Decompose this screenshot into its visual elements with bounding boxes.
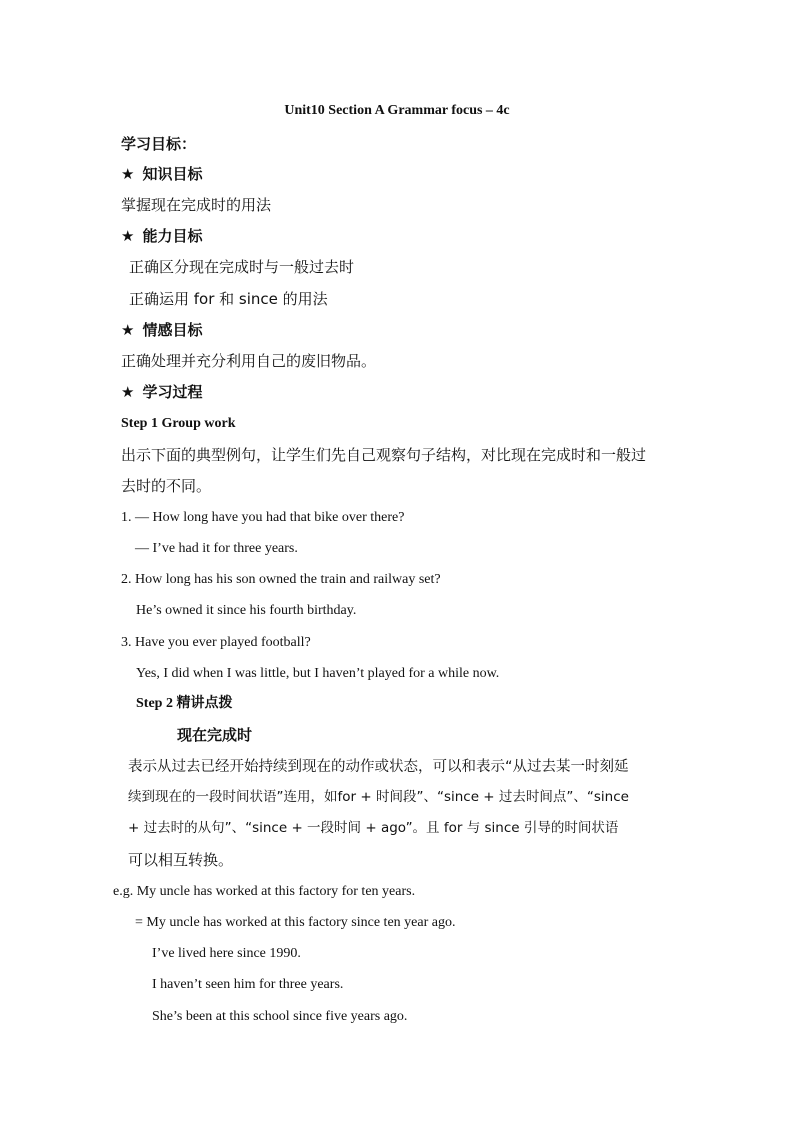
knowledge-text: 掌握现在完成时的用法 [121, 196, 272, 214]
example-2-question: 2. How long has his son owned the train and railway set? [121, 572, 441, 587]
star-icon: ★ [121, 227, 135, 245]
process-heading: 学习过程 [142, 383, 203, 401]
step1-text-1: 出示下面的典型例句，让学生们先自己观察句子结构，对比现在完成时和一般过 [121, 446, 647, 464]
step1-text-2: 去时的不同。 [121, 477, 212, 495]
process-heading-row [121, 385, 202, 400]
emotion-heading-row [121, 323, 202, 338]
eg-line-4: I haven’t seen him for three years. [152, 977, 344, 992]
knowledge-heading-row [121, 167, 202, 182]
ability-heading-row [121, 229, 202, 244]
ability-text-1: 正确区分现在完成时与一般过去时 [129, 258, 355, 276]
eg-line-2: = My uncle has worked at this factory since ten year ago. [135, 915, 456, 930]
explanation-line-1: 表示从过去已经开始持续到现在的动作或状态，可以和表示“从过去某一时刻延 [128, 759, 629, 775]
example-3-question: 3. Have you ever played football? [121, 635, 311, 650]
step2-heading: Step 2 精讲点拨 [136, 696, 233, 711]
eg-line-3: I’ve lived here since 1990. [152, 946, 301, 961]
emotion-text: 正确处理并充分利用自己的废旧物品。 [121, 352, 377, 370]
ability-text-2: 正确运用 for 和 since 的用法 [129, 290, 328, 308]
page-title: Unit10 Section A Grammar focus – 4c [284, 103, 510, 118]
example-1-question: 1. — How long have you had that bike over there? [121, 510, 405, 525]
star-icon: ★ [121, 165, 135, 183]
explanation-line-4: 可以相互转换。 [128, 851, 234, 869]
step1-heading: Step 1 Group work [121, 416, 236, 431]
present-perfect-heading: 现在完成时 [177, 726, 253, 744]
emotion-heading: 情感目标 [142, 321, 203, 339]
example-2-answer: He’s owned it since his fourth birthday. [136, 603, 357, 618]
example-3-answer: Yes, I did when I was little, but I haven’t played for a while now. [136, 666, 500, 681]
example-1-answer: — I’ve had it for three years. [135, 541, 298, 556]
eg-line-1: e.g. My uncle has worked at this factory for ten years. [113, 884, 416, 899]
knowledge-heading: 知识目标 [142, 165, 203, 183]
explanation-line-2: 续到现在的一段时间状语”连用，如for + 时间段”、“since + 过去时间点”、“since [128, 789, 629, 805]
goals-heading: 学习目标： [121, 135, 197, 153]
star-icon: ★ [121, 383, 135, 401]
star-icon: ★ [121, 321, 135, 339]
ability-heading: 能力目标 [142, 227, 203, 245]
explanation-line-3: + 过去时的从句”、“since + 一段时间 + ago”。且 for 与 since 引导的时间状语 [128, 820, 619, 836]
eg-line-5: She’s been at this school since five years ago. [152, 1009, 408, 1024]
